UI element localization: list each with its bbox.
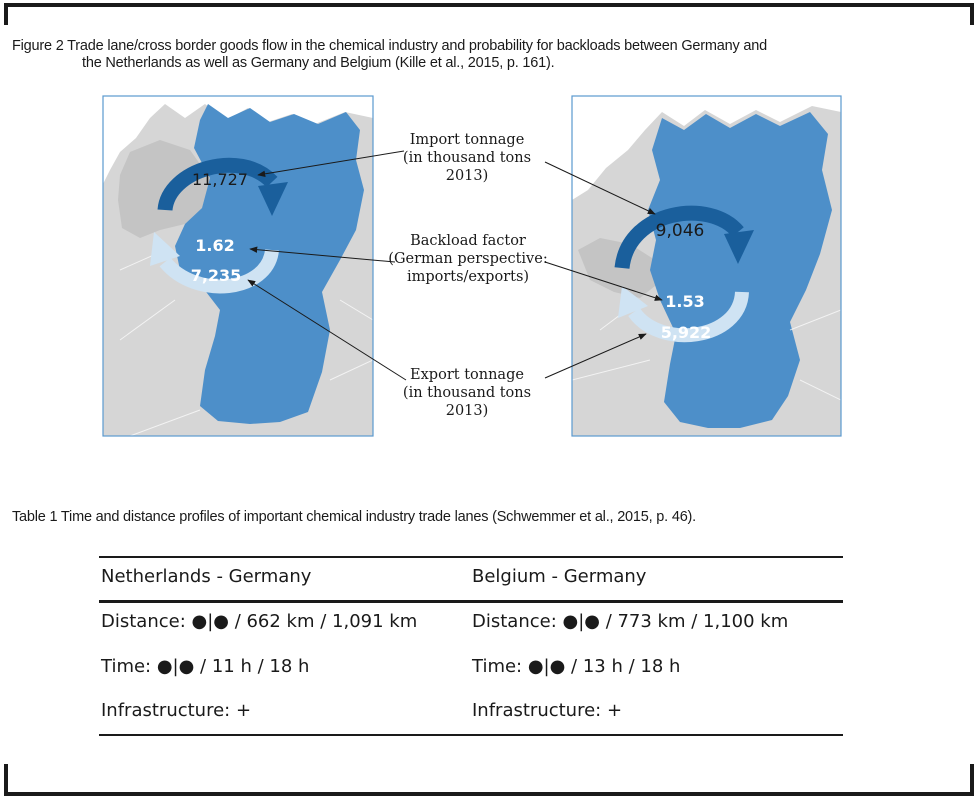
frame-bottom-left-tick (4, 764, 8, 794)
right-import-value: 9,046 (655, 221, 705, 241)
right-backload-value: 1.53 (665, 292, 705, 311)
header-netherlands-germany: Netherlands - Germany (101, 566, 312, 587)
figure-caption-line1: Figure 2 Trade lane/cross border goods flow in the chemical industry and probability for backloads between Germany and (12, 38, 767, 54)
right-export-value: 5,922 (660, 323, 712, 342)
export-label-line2: (in thousand tons 2013) (402, 385, 532, 419)
header-belgium-germany: Belgium - Germany (472, 566, 647, 587)
export-label-line1: Export tonnage (410, 367, 524, 383)
time-belgium: Time: ●|● / 13 h / 18 h (472, 656, 681, 677)
import-label-line2: (in thousand tons 2013) (402, 150, 532, 184)
table-top-rule (99, 556, 843, 558)
distance-belgium: Distance: ●|● / 773 km / 1,100 km (472, 611, 789, 632)
left-import-value: 11,727 (192, 170, 248, 189)
left-backload-value: 1.62 (195, 236, 235, 255)
export-tonnage-label (382, 366, 552, 420)
infrastructure-netherlands: Infrastructure: + (101, 700, 252, 721)
table-header-rule (99, 600, 843, 603)
backload-label-line2: (German perspective: (388, 251, 548, 267)
infrastructure-belgium: Infrastructure: + (472, 700, 623, 721)
table-caption: Table 1 Time and distance profiles of important chemical industry trade lanes (Schwemmer et al., 2015, p. 46). (12, 509, 697, 525)
import-label-line1: Import tonnage (409, 132, 525, 148)
frame-bottom (4, 792, 974, 796)
left-export-value: 7,235 (190, 266, 242, 285)
right-map (572, 96, 841, 436)
table-bottom-rule (99, 734, 843, 736)
backload-label-line3: imports/exports) (406, 269, 530, 285)
time-netherlands: Time: ●|● / 11 h / 18 h (101, 656, 310, 677)
import-tonnage-label (382, 131, 552, 185)
frame-bottom-right-tick (970, 764, 974, 794)
figure-caption-line2: the Netherlands as well as Germany and Belgium (Kille et al., 2015, p. 161). (82, 55, 555, 71)
backload-label-line1: Backload factor (410, 233, 526, 249)
backload-factor-label (378, 232, 558, 286)
distance-netherlands: Distance: ●|● / 662 km / 1,091 km (101, 611, 418, 632)
